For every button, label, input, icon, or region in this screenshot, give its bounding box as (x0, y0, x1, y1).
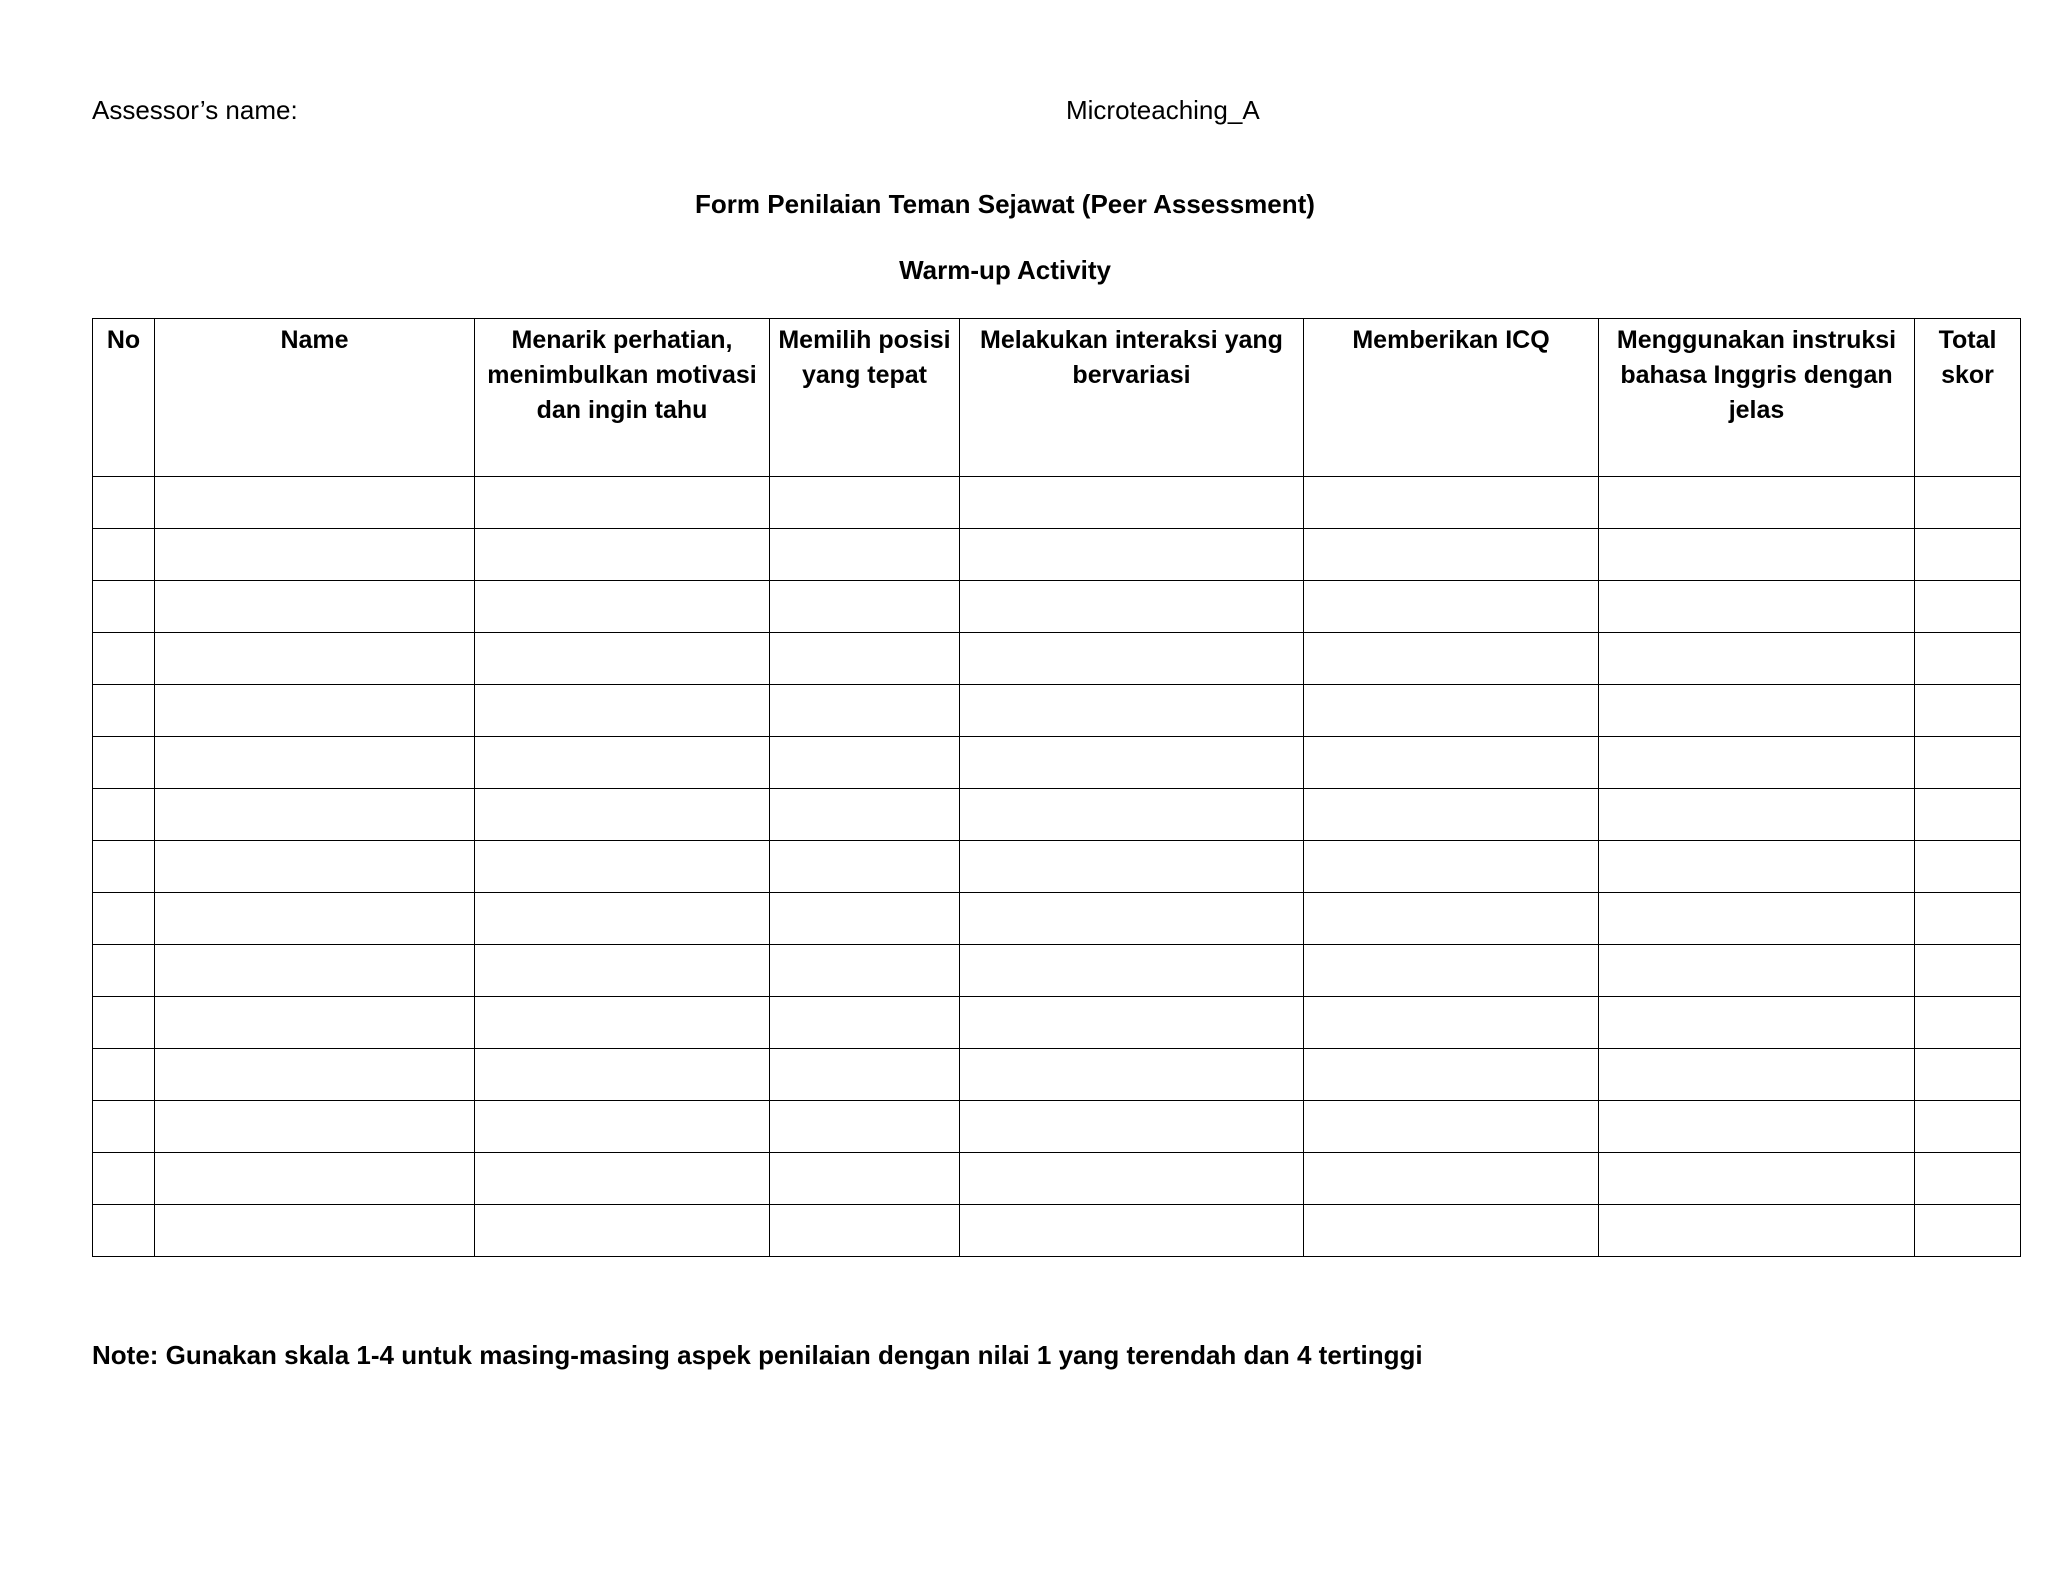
table-cell[interactable] (155, 737, 475, 789)
table-cell[interactable] (770, 1153, 960, 1205)
table-cell[interactable] (155, 477, 475, 529)
table-cell[interactable] (475, 1205, 770, 1257)
table-cell[interactable] (1915, 997, 2021, 1049)
table-cell[interactable] (960, 581, 1304, 633)
table-cell[interactable] (155, 841, 475, 893)
table-cell[interactable] (93, 945, 155, 997)
table-cell[interactable] (1599, 737, 1915, 789)
table-cell[interactable] (475, 893, 770, 945)
table-cell[interactable] (960, 633, 1304, 685)
table-row (93, 1153, 2021, 1205)
table-cell[interactable] (93, 1049, 155, 1101)
table-cell[interactable] (1304, 633, 1599, 685)
table-cell[interactable] (960, 841, 1304, 893)
table-cell[interactable] (770, 1101, 960, 1153)
table-row (93, 737, 2021, 789)
table-cell[interactable] (770, 737, 960, 789)
table-cell[interactable] (475, 1101, 770, 1153)
table-cell[interactable] (1599, 1153, 1915, 1205)
assessment-table (92, 318, 2021, 1257)
table-cell[interactable] (155, 1153, 475, 1205)
table-cell[interactable] (1304, 841, 1599, 893)
table-cell[interactable] (1599, 997, 1915, 1049)
table-row (93, 789, 2021, 841)
table-cell[interactable] (93, 1153, 155, 1205)
table-cell[interactable] (155, 529, 475, 581)
table-cell[interactable] (1915, 581, 2021, 633)
table-cell[interactable] (475, 737, 770, 789)
table-cell[interactable] (155, 685, 475, 737)
table-cell[interactable] (960, 945, 1304, 997)
table-cell[interactable] (1304, 945, 1599, 997)
table-cell[interactable] (93, 737, 155, 789)
table-cell[interactable] (960, 737, 1304, 789)
table-cell[interactable] (1599, 685, 1915, 737)
table-cell[interactable] (1599, 945, 1915, 997)
table-body (93, 477, 2021, 1257)
table-cell[interactable] (1599, 1101, 1915, 1153)
table-cell[interactable] (960, 1101, 1304, 1153)
table-cell[interactable] (1915, 633, 2021, 685)
table-cell[interactable] (93, 633, 155, 685)
table-cell[interactable] (93, 477, 155, 529)
table-cell[interactable] (1304, 685, 1599, 737)
column-header-position: Memilih posisi yang tepat (770, 319, 960, 477)
table-cell[interactable] (155, 997, 475, 1049)
table-cell[interactable] (770, 685, 960, 737)
table-cell[interactable] (1915, 1101, 2021, 1153)
column-header-no: No (93, 319, 155, 477)
table-cell[interactable] (1304, 997, 1599, 1049)
table-cell[interactable] (960, 1153, 1304, 1205)
table-cell[interactable] (960, 789, 1304, 841)
table-cell[interactable] (960, 529, 1304, 581)
table-cell[interactable] (1599, 893, 1915, 945)
table-row (93, 1101, 2021, 1153)
table-cell[interactable] (475, 529, 770, 581)
table-cell[interactable] (1304, 1101, 1599, 1153)
table-cell[interactable] (475, 581, 770, 633)
table-cell[interactable] (1599, 477, 1915, 529)
table-cell[interactable] (1915, 841, 2021, 893)
table-cell[interactable] (960, 893, 1304, 945)
table-cell[interactable] (1304, 581, 1599, 633)
table-cell[interactable] (770, 1049, 960, 1101)
table-cell[interactable] (475, 685, 770, 737)
table-cell[interactable] (155, 581, 475, 633)
table-cell[interactable] (475, 997, 770, 1049)
table-cell[interactable] (1304, 1205, 1599, 1257)
table-cell[interactable] (93, 1101, 155, 1153)
table-cell[interactable] (1599, 1049, 1915, 1101)
table-cell[interactable] (1304, 477, 1599, 529)
table-cell[interactable] (1915, 1049, 2021, 1101)
table-cell[interactable] (155, 893, 475, 945)
table-cell[interactable] (770, 841, 960, 893)
table-cell[interactable] (93, 841, 155, 893)
column-header-instruction: Menggunakan instruksi bahasa Inggris dengan jelas (1599, 319, 1915, 477)
table-row (93, 997, 2021, 1049)
table-cell[interactable] (960, 1205, 1304, 1257)
table-header-row (93, 319, 2021, 477)
table-cell[interactable] (1304, 789, 1599, 841)
table-cell[interactable] (475, 1049, 770, 1101)
table-cell[interactable] (475, 841, 770, 893)
course-code: Microteaching_A (1066, 95, 1260, 125)
table-cell[interactable] (770, 633, 960, 685)
table-cell[interactable] (770, 529, 960, 581)
table-cell[interactable] (475, 1153, 770, 1205)
column-header-icq: Memberikan ICQ (1304, 319, 1599, 477)
table-cell[interactable] (475, 633, 770, 685)
table-cell[interactable] (1915, 789, 2021, 841)
table-cell[interactable] (1915, 477, 2021, 529)
table-cell[interactable] (155, 633, 475, 685)
table-cell[interactable] (1915, 1153, 2021, 1205)
table-row (93, 841, 2021, 893)
table-cell[interactable] (770, 581, 960, 633)
note-text: Note: Gunakan skala 1-4 untuk masing-masing aspek penilaian dengan nilai 1 yang terendah dan 4 tertinggi (92, 1340, 1423, 1370)
table-row (93, 477, 2021, 529)
table-row (93, 529, 2021, 581)
table-cell[interactable] (93, 685, 155, 737)
table-cell[interactable] (1599, 633, 1915, 685)
table-cell[interactable] (93, 893, 155, 945)
table-cell[interactable] (1304, 1153, 1599, 1205)
table-cell[interactable] (960, 685, 1304, 737)
table-cell[interactable] (1915, 529, 2021, 581)
table-cell[interactable] (1304, 893, 1599, 945)
table-cell[interactable] (1599, 581, 1915, 633)
table-cell[interactable] (770, 945, 960, 997)
table-cell[interactable] (1599, 789, 1915, 841)
table-row (93, 1205, 2021, 1257)
table-cell[interactable] (770, 1205, 960, 1257)
table-cell[interactable] (1599, 529, 1915, 581)
table-row (93, 685, 2021, 737)
table-row (93, 1049, 2021, 1101)
column-header-interaction: Melakukan interaksi yang bervariasi (960, 319, 1304, 477)
table-cell[interactable] (93, 529, 155, 581)
table-cell[interactable] (960, 1049, 1304, 1101)
table-cell[interactable] (475, 789, 770, 841)
table-cell[interactable] (960, 997, 1304, 1049)
table-cell[interactable] (1915, 737, 2021, 789)
table-cell[interactable] (155, 1205, 475, 1257)
form-title: Form Penilaian Teman Sejawat (Peer Assessment) (695, 189, 1315, 219)
table-cell[interactable] (1304, 529, 1599, 581)
table-cell[interactable] (93, 997, 155, 1049)
table-cell[interactable] (1915, 893, 2021, 945)
table-cell[interactable] (770, 893, 960, 945)
table-cell[interactable] (93, 789, 155, 841)
table-row (93, 633, 2021, 685)
column-header-name: Name (155, 319, 475, 477)
table-cell[interactable] (475, 945, 770, 997)
table-row (93, 581, 2021, 633)
table-cell[interactable] (960, 477, 1304, 529)
assessor-name-label: Assessor’s name: (92, 95, 298, 125)
table-cell[interactable] (770, 789, 960, 841)
table-cell[interactable] (155, 945, 475, 997)
table-row (93, 945, 2021, 997)
table-cell[interactable] (155, 1049, 475, 1101)
form-subtitle: Warm-up Activity (899, 255, 1111, 285)
table-cell[interactable] (770, 997, 960, 1049)
table-cell[interactable] (1599, 841, 1915, 893)
table-cell[interactable] (1915, 685, 2021, 737)
column-header-total: Total skor (1915, 319, 2021, 477)
table-cell[interactable] (155, 789, 475, 841)
table-cell[interactable] (93, 581, 155, 633)
table-cell[interactable] (93, 1205, 155, 1257)
table-cell[interactable] (1304, 737, 1599, 789)
table-cell[interactable] (770, 477, 960, 529)
table-cell[interactable] (1599, 1205, 1915, 1257)
table-cell[interactable] (1915, 1205, 2021, 1257)
table-cell[interactable] (475, 477, 770, 529)
table-cell[interactable] (155, 1101, 475, 1153)
table-cell[interactable] (1915, 945, 2021, 997)
table-row (93, 893, 2021, 945)
column-header-attention: Menarik perhatian, menimbulkan motivasi dan ingin tahu (475, 319, 770, 477)
table-cell[interactable] (1304, 1049, 1599, 1101)
